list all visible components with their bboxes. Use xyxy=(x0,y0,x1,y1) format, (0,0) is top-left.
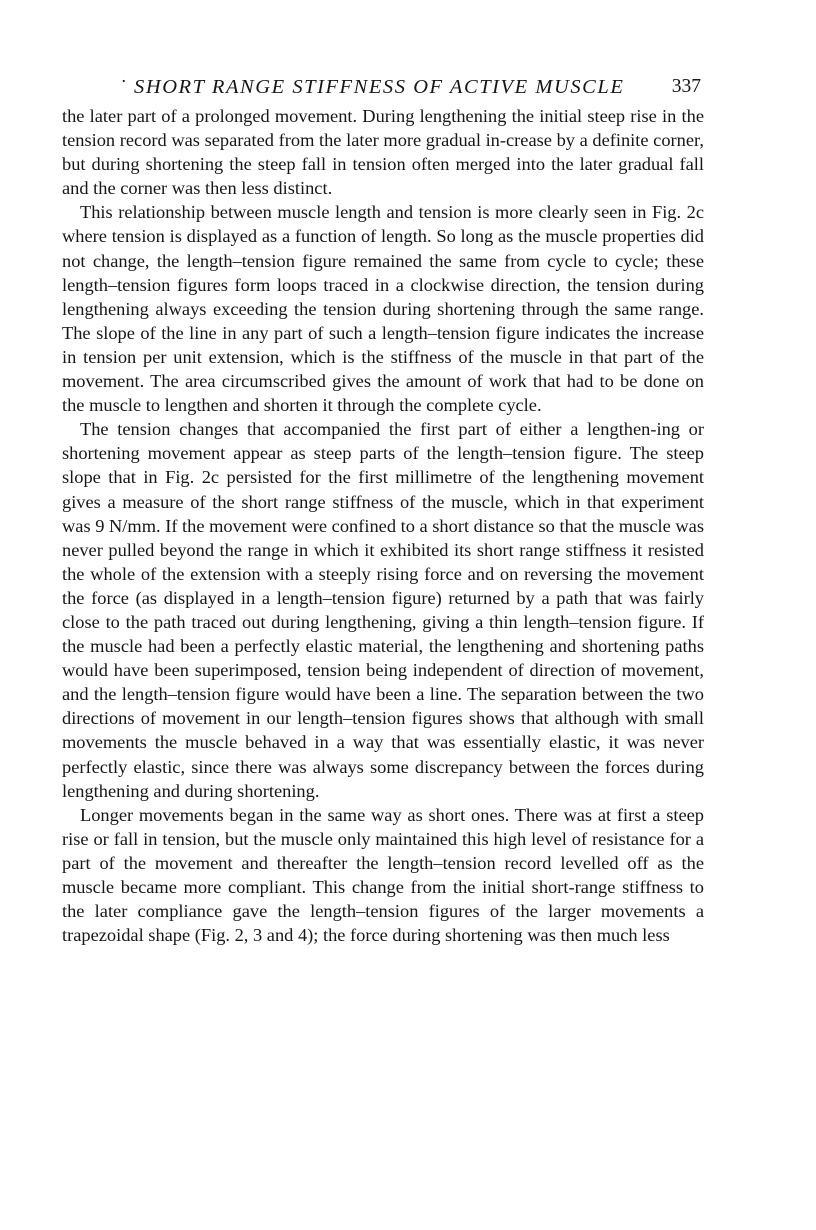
paragraph-continued: the later part of a prolonged movement. During lengthening the initial steep rise in the tension record was separated from the later more gradual in-crease by a definite corner, but during shortening the steep fall in tension often merged into the later gradual fall and the corner was then less distinct. xyxy=(62,106,704,199)
paragraph-short-range-stiffness: The tension changes that accompanied the first part of either a lengthen-ing or shortening movement appear as steep parts of the length–tension figure. The steep slope that in Fig. 2c persisted for the first millimetre of the lengthening movement gives a measure of the short range stiffness of the muscle, which in that experiment was 9 N/mm. If the movement were confined to a short distance so that the muscle was never pulled beyond the range in which it exhibited its short range stiffness it resisted the whole of the extension with a steeply rising force and on reversing the movement the force (as displayed in a length–tension figure) returned by a path that was fairly close to the path traced out during lengthening, giving a thin length–tension figure. If the muscle had been a perfectly elastic material, the lengthening and shortening paths would have been superimposed, tension being independent of direction of movement, and the length–tension figure would have been a line. The separation between the two directions of movement in our length–tension figures shows that although with small movements the muscle behaved in a way that was essentially elastic, it was never perfectly elastic, since there was always some discrepancy between the forces during lengthening and during shortening. xyxy=(62,419,704,801)
running-head xyxy=(62,76,704,104)
running-title: ˙ SHORT RANGE STIFFNESS OF ACTIVE MUSCLE xyxy=(119,76,625,98)
body-text xyxy=(62,104,704,947)
paragraph-length-tension-relationship: This relationship between muscle length and tension is more clearly seen in Fig. 2c where tension is displayed as a function of length. So long as the muscle properties did not change, the length–tension figure remained the same from cycle to cycle; these length–tension figures form loops traced in a clockwise direction, the tension during lengthening always exceeding the tension during shortening through the same range. The slope of the line in any part of such a length–tension figure indicates the increase in tension per unit extension, which is the stiffness of the muscle in that part of the movement. The area circumscribed gives the amount of work that had to be done on the muscle to lengthen and shorten it through the complete cycle. xyxy=(62,202,704,416)
journal-page xyxy=(62,76,704,947)
page-number: 337 xyxy=(671,76,701,97)
paragraph-longer-movements: Longer movements began in the same way as short ones. There was at first a steep rise or fall in tension, but the muscle only maintained this high level of resistance for a part of the movement and thereafter the length–tension record levelled off as the muscle became more compliant. This change from the initial short-range stiffness to the later compliance gave the length–tension figures of the larger movements a trapezoidal shape (Fig. 2, 3 and 4); the force during shortening was then much less xyxy=(62,804,704,946)
